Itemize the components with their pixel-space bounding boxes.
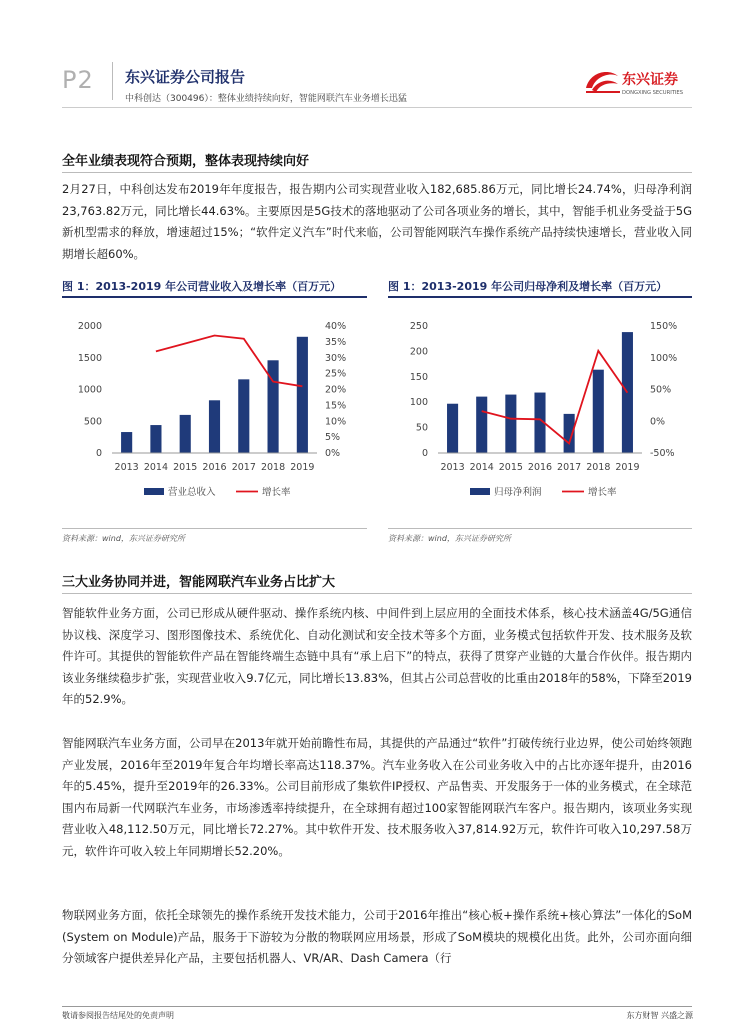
figure-bottom-rule-left xyxy=(62,528,367,529)
bar-2015 xyxy=(180,415,191,453)
y-left-tick-label: 500 xyxy=(83,416,102,428)
y-right-tick-label: 20% xyxy=(325,384,347,396)
y-left-tick-label: 50 xyxy=(415,422,428,434)
legend-line-label: 增长率 xyxy=(588,487,617,498)
logo-mark-icon xyxy=(586,72,620,92)
bar-2016 xyxy=(209,400,220,453)
x-tick-label: 2013 xyxy=(114,462,139,473)
y-left-tick-label: 200 xyxy=(409,346,428,358)
y-left-tick-label: 250 xyxy=(409,321,428,332)
y-right-tick-label: 30% xyxy=(325,352,347,364)
y-right-tick-label: 35% xyxy=(325,336,347,348)
y-right-tick-label: 25% xyxy=(325,368,347,380)
y-right-tick-label: 0% xyxy=(325,448,341,459)
section-rule-1 xyxy=(62,172,692,173)
figure-source-left: 资料来源：wind，东兴证券研究所 xyxy=(62,534,185,543)
x-tick-label: 2017 xyxy=(557,462,582,473)
logo-text: 东兴证券 xyxy=(622,72,678,88)
report-title: 东兴证券公司报告 xyxy=(125,68,246,86)
figure-title-right: 图 1：2013-2019 年公司归母净利及增长率（百万元） xyxy=(388,280,668,293)
figure-rule-right xyxy=(388,296,692,298)
x-tick-label: 2014 xyxy=(469,462,494,473)
x-tick-label: 2018 xyxy=(586,462,611,473)
growth-rate-line xyxy=(156,336,303,387)
header-rule xyxy=(62,107,692,108)
x-tick-label: 2019 xyxy=(290,462,315,473)
page-number: P2 xyxy=(62,66,94,94)
paragraph-iot: 物联网业务方面，依托全球领先的操作系统开发技术能力，公司于2016年推出“核心板+操作系统+核心算法”一体化的SoM (System on Module)产品，服务于下游较为分散的物联网应用场景，形成了SoM模块的规模化出货。此外，公司亦面向细分领域客户提供差异化产品，主要包括机器人、VR/AR、Dash Camera（行 xyxy=(62,908,692,965)
x-tick-label: 2017 xyxy=(231,462,256,473)
bar-2018 xyxy=(268,360,279,453)
x-tick-label: 2016 xyxy=(202,462,227,473)
bar-2013 xyxy=(447,404,458,453)
legend-bar-label: 归母净利润 xyxy=(494,487,542,498)
x-tick-label: 2015 xyxy=(498,462,523,473)
y-left-tick-label: 0 xyxy=(421,448,428,459)
y-right-tick-label: 40% xyxy=(325,321,347,332)
bar-2018 xyxy=(593,370,604,453)
figure-source-right: 资料来源：wind，东兴证券研究所 xyxy=(388,534,511,543)
y-right-tick-label: 5% xyxy=(325,432,341,444)
bar-2017 xyxy=(238,379,249,453)
x-tick-label: 2015 xyxy=(173,462,198,473)
y-right-tick-label: 10% xyxy=(325,416,347,428)
figure-title-left: 图 1：2013-2019 年公司营业收入及增长率（百万元） xyxy=(62,280,342,293)
y-right-tick-label: -50% xyxy=(650,448,675,459)
bar-2014 xyxy=(476,397,487,453)
report-subtitle: 中科创达（300496）：整体业绩持续向好，智能网联汽车业务增长迅猛 xyxy=(125,94,407,104)
footer-slogan: 东方财智 兴盛之源 xyxy=(626,1011,693,1020)
bar-2014 xyxy=(150,425,161,453)
footer-rule xyxy=(62,1006,692,1007)
legend-line-label: 增长率 xyxy=(262,487,291,498)
header-divider xyxy=(112,62,113,100)
legend-bar-swatch xyxy=(144,488,164,495)
x-tick-label: 2019 xyxy=(615,462,640,473)
legend-bar-swatch xyxy=(470,488,490,495)
x-tick-label: 2018 xyxy=(260,462,286,473)
y-left-tick-label: 100 xyxy=(409,397,428,409)
revenue-chart xyxy=(62,300,367,525)
company-logo xyxy=(582,62,697,102)
net-profit-chart xyxy=(388,300,692,525)
logo-english: DONGXING SECURITIES xyxy=(622,90,684,96)
section-heading-1: 全年业绩表现符合预期，整体表现持续向好 xyxy=(62,154,310,169)
growth-rate-line xyxy=(482,351,628,444)
x-tick-label: 2013 xyxy=(440,462,465,473)
paragraph-performance: 2月27日，中科创达发布2019年年度报告，报告期内公司实现营业收入182,685.86万元，同比增长24.74%，归母净利润23,763.82万元，同比增长44.63%。主要原因是5G技术的落地驱动了公司各项业务的增长，其中，智能手机业务受益于5G新机型需求的释放，增速超过15%；“软件定义汽车”时代来临，公司智能网联汽车操作系统产品持续快速增长，营业收入同期增长超60%。 xyxy=(62,182,692,261)
x-tick-label: 2016 xyxy=(527,462,553,473)
y-right-tick-label: 50% xyxy=(650,384,672,396)
section-heading-2: 三大业务协同并进，智能网联汽车业务占比扩大 xyxy=(62,575,336,590)
y-left-tick-label: 1000 xyxy=(77,384,102,396)
bar-2015 xyxy=(505,395,516,453)
figure-bottom-rule-right xyxy=(388,528,692,529)
section-rule-2 xyxy=(62,593,692,594)
paragraph-connected-vehicle: 智能网联汽车业务方面，公司早在2013年就开始前瞻性布局，其提供的产品通过“软件”打破传统行业边界，使公司始终领跑产业发展，2016年至2019年复合年均增长率高达118.37%。汽车业务收入在公司业务收入中的占比亦逐年提升，由2016年的5.45%，提升至2019年的26.33%。公司目前形成了集软件IP授权、产品售卖、开发服务于一体的业务模式，在全球范围内布局新一代网联汽车业务，市场渗透率持续提升，在全球拥有超过100家智能网联汽车客户。报告期内，该项业务实现营业收入48,112.50万元，同比增长72.27%。其中软件开发、技术服务收入37,814.92万元，软件许可收入10,297.58万元，软件许可收入较上年同期增长52.20%。 xyxy=(62,736,692,858)
bar-2019 xyxy=(297,337,308,453)
y-right-tick-label: 100% xyxy=(650,352,678,364)
y-right-tick-label: 150% xyxy=(650,321,678,332)
figure-rule-left xyxy=(62,296,367,298)
y-left-tick-label: 2000 xyxy=(77,321,102,332)
legend-bar-label: 营业总收入 xyxy=(168,487,216,498)
bar-2013 xyxy=(121,432,132,453)
x-tick-label: 2014 xyxy=(143,462,169,473)
y-right-tick-label: 0% xyxy=(650,416,666,428)
y-left-tick-label: 150 xyxy=(409,371,428,383)
footer-disclaimer: 敬请参阅报告结尾处的免责声明 xyxy=(62,1011,174,1020)
paragraph-smart-software: 智能软件业务方面，公司已形成从硬件驱动、操作系统内核、中间件到上层应用的全面技术体系，核心技术涵盖4G/5G通信协议栈、深度学习、图形图像技术、系统优化、自动化测试和安全技术等多个方面，业务模式包括软件开发、技术服务及软件许可。其提供的智能软件产品在智能终端生态链中具有“承上启下”的特点，获得了贯穿产业链的大量合作伙伴。报告期内该业务继续稳步扩张，实现营业收入9.7亿元，同比增长13.83%，但其占公司总营收的比重由2018年的58%，下降至2019年的52.9%。 xyxy=(62,606,692,706)
y-right-tick-label: 15% xyxy=(325,400,347,412)
y-left-tick-label: 1500 xyxy=(77,352,102,364)
y-left-tick-label: 0 xyxy=(95,448,102,459)
